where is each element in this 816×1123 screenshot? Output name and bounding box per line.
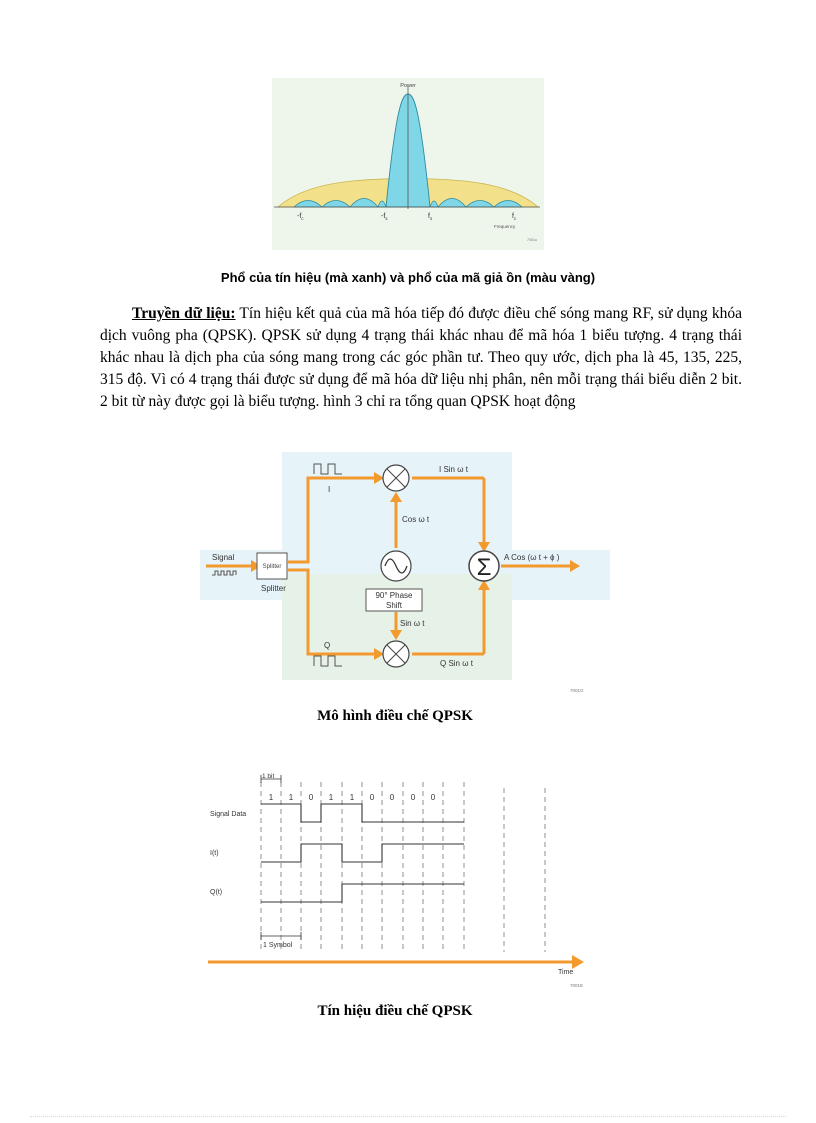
tick-label: $f_s$ — [428, 213, 433, 221]
it-label: I(t) — [210, 850, 219, 857]
figure-code: 7001E — [570, 983, 584, 988]
splitter-box-label: Splitter — [262, 564, 282, 570]
bit-label: 0 — [369, 793, 375, 802]
power-label — [400, 83, 416, 89]
mixer-i-icon — [383, 465, 409, 491]
bit-values — [269, 793, 436, 802]
time-label: Time — [558, 969, 574, 976]
bit-label: 1 — [288, 793, 294, 802]
spectrum-graphic — [272, 78, 544, 250]
spectrum-caption: Phổ của tín hiệu (mà xanh) và phổ của mã giả ồn (màu vàng) — [220, 270, 596, 285]
qt-waveform — [261, 884, 464, 902]
timing-graphic — [204, 770, 596, 990]
bit-label: 0 — [308, 793, 314, 802]
mixer-q-icon — [383, 641, 409, 667]
figure-code: 7001a — [527, 238, 537, 242]
output-label: A Cos (ω t + ϕ ) — [504, 553, 560, 562]
signal-data-waveform — [261, 804, 464, 822]
one-symbol-label: 1 Symbol — [263, 942, 293, 949]
svg-text:Σ: Σ — [476, 554, 492, 581]
cos-label: Cos ω t — [402, 515, 430, 524]
tick-label: $f_c$ — [512, 213, 517, 221]
qpsk-timing-diagram — [204, 770, 596, 990]
sin-label: Sin ω t — [400, 619, 425, 628]
one-bit-label: 1 bit — [262, 773, 275, 780]
paragraph-text: Tín hiệu kết quả của mã hóa tiếp đó được điều chế sóng mang RF, sử dụng khóa dịch vuông pha (QPSK). QPSK sử dụng 4 trạng thái khác nhau để mã hóa 1 biểu tượng. 4 trạng thái khác nhau là dịch pha của sóng mang trong các góc phần tư. Theo quy ước, dịch pha là 45, 135, 225, 315 độ. Vì có 4 trạng thái được sử dụng để mã hóa dữ liệu nhị phân, nên mỗi trạng thái biểu diễn 2 bit. 2 bit từ này được gọi là biểu tượng. hình 3 chỉ ra tổng quan QPSK hoạt động — [100, 305, 742, 410]
phase-shift-label-1: 90° Phase — [375, 591, 413, 600]
i-label: I — [328, 485, 331, 494]
splitter-label: Splitter — [261, 584, 286, 593]
modulator-graphic — [200, 452, 610, 696]
frequency-label: Frequency — [494, 224, 516, 229]
bit-label: 0 — [430, 793, 436, 802]
q-label: Q — [324, 641, 331, 650]
it-waveform — [261, 844, 464, 862]
bit-label: 0 — [389, 793, 395, 802]
summer-icon — [469, 551, 499, 581]
paragraph-heading: Truyền dữ liệu: — [132, 305, 236, 322]
i-sin-label: I Sin ω t — [439, 465, 468, 474]
page-divider — [30, 1116, 786, 1117]
qt-label: Q(t) — [210, 889, 223, 896]
signal-label: Signal — [212, 553, 235, 562]
signal-data-label: Signal Data — [210, 811, 247, 818]
timing-caption: Tín hiệu điều chế QPSK — [317, 1003, 473, 1019]
svg-text:Power: Power — [400, 83, 416, 89]
body-paragraph — [100, 303, 742, 413]
spectrum-figure — [272, 78, 544, 250]
tick-label: $-f_c$ — [297, 213, 304, 221]
tick-label: $-f_s$ — [381, 213, 388, 221]
bit-label: 1 — [328, 793, 334, 802]
modulator-caption: Mô hình điều chế QPSK — [317, 708, 473, 724]
phase-shift-label-2: Shift — [385, 601, 403, 610]
q-sin-label: Q Sin ω t — [440, 659, 473, 668]
oscillator-icon — [381, 551, 411, 581]
bit-label: 1 — [268, 793, 274, 802]
qpsk-modulator-diagram — [200, 452, 610, 696]
bit-label: 1 — [349, 793, 355, 802]
figure-code: 7001G — [570, 688, 584, 693]
bit-label: 0 — [410, 793, 416, 802]
